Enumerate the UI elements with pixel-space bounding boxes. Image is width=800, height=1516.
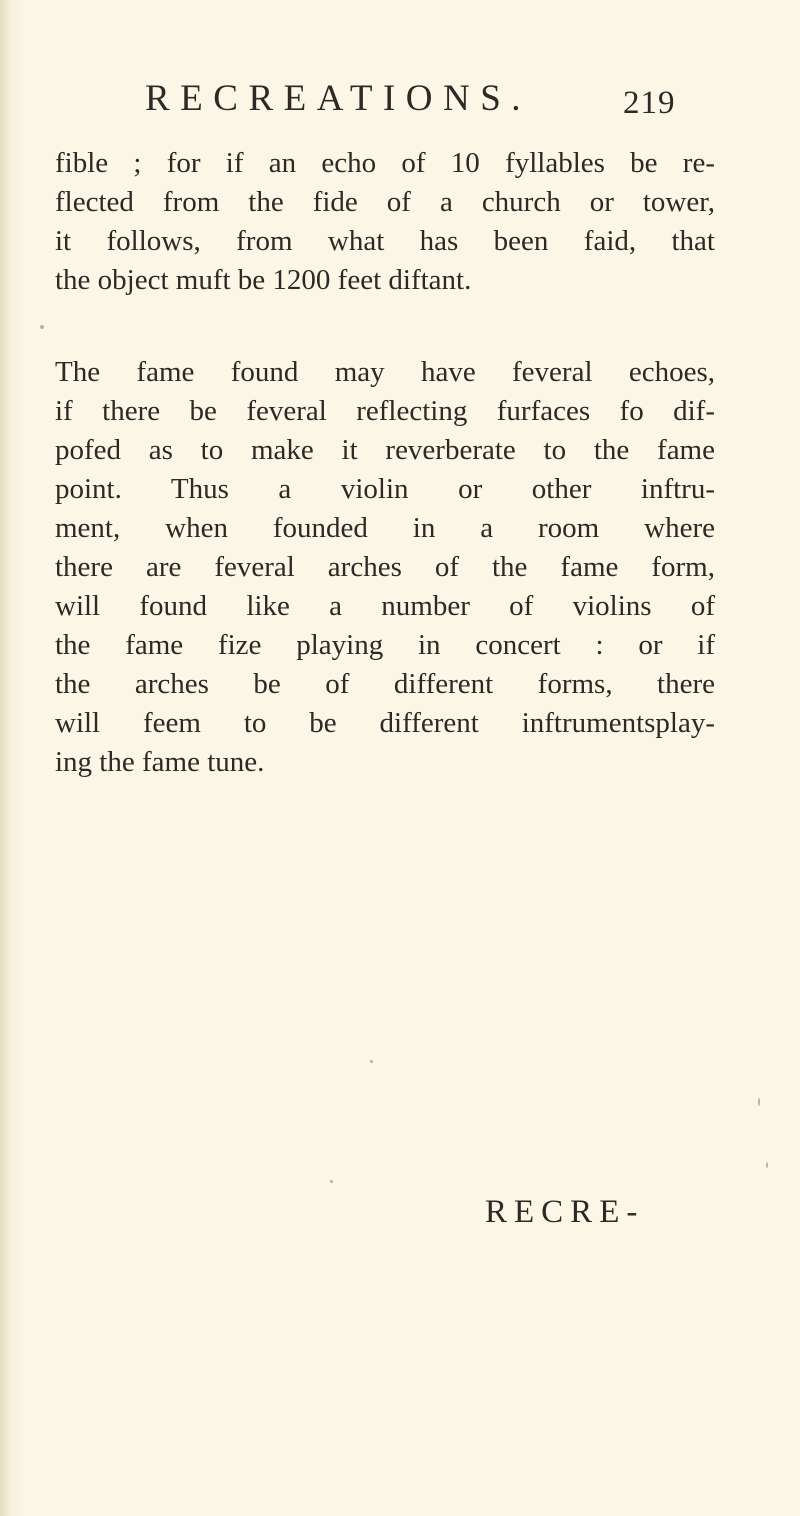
paper-speck <box>766 1162 768 1168</box>
text-line: flected from the fide of a church or tower, <box>55 186 715 218</box>
paper-speck <box>370 1060 373 1063</box>
text-line: there are feveral arches of the fame form, <box>55 551 715 583</box>
text-line: ment, when founded in a room where <box>55 512 715 544</box>
text-line: pofed as to make it reverberate to the fame <box>55 434 715 466</box>
binding-edge <box>0 0 10 1516</box>
text-line: ing the fame tune. <box>55 746 265 778</box>
text-line: it follows, from what has been faid, that <box>55 225 715 257</box>
text-line: fible ; for if an echo of 10 fyllables be re- <box>55 147 715 179</box>
paragraph-1 <box>55 144 715 300</box>
text-line: The fame found may have feveral echoes, <box>55 356 715 388</box>
running-head-title: RECREATIONS. <box>145 78 532 119</box>
text-line: the object muft be 1200 feet diftant. <box>55 264 472 296</box>
paper-speck <box>758 1098 760 1106</box>
text-line: will found like a number of violins of <box>55 590 715 622</box>
catchword: RECRE- <box>485 1194 645 1230</box>
text-line: will feem to be different inftrumentsplay- <box>55 707 715 739</box>
text-line: the fame fize playing in concert : or if <box>55 629 715 661</box>
text-line: the arches be of different forms, there <box>55 668 715 700</box>
page-number: 219 <box>623 85 676 121</box>
paper-speck <box>330 1180 333 1183</box>
running-head <box>145 74 705 124</box>
text-line: if there be feveral reflecting furfaces fo dif- <box>55 395 715 427</box>
paragraph-2 <box>55 353 715 782</box>
text-line: point. Thus a violin or other inftru- <box>55 473 715 505</box>
paper-speck <box>40 325 44 329</box>
